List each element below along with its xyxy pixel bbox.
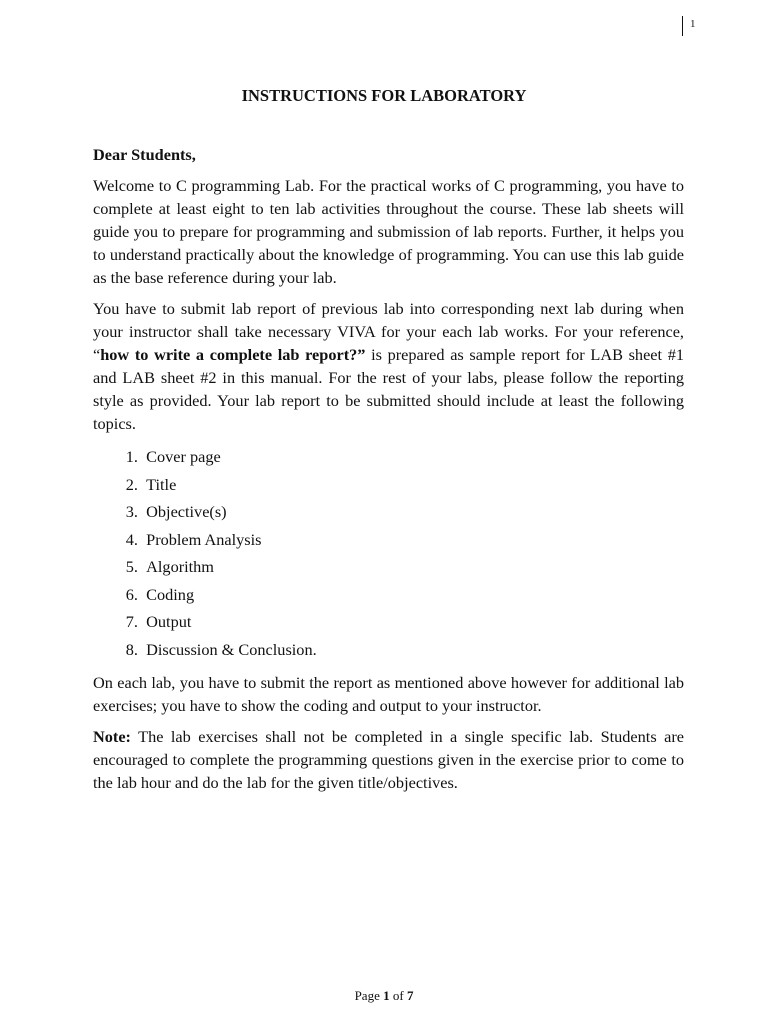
header-rule bbox=[682, 16, 683, 36]
list-item-number: 1. bbox=[125, 447, 138, 466]
page-header bbox=[682, 16, 696, 36]
list-item-number: 4. bbox=[125, 529, 138, 549]
footer-current-page: 1 bbox=[383, 988, 390, 1003]
list-item-text: Coding bbox=[146, 584, 195, 604]
submission-paragraph bbox=[93, 297, 684, 435]
list-item bbox=[93, 553, 684, 581]
footer-total-pages: 7 bbox=[406, 988, 414, 1003]
list-item-text: Objective(s) bbox=[146, 502, 227, 521]
list-item bbox=[93, 636, 684, 664]
list-item-number: 2. bbox=[125, 474, 138, 494]
exercise-paragraph: On each lab, you have to submit the report as mentioned above however for additional lab exercises; you have to show the coding and output to your instructor. bbox=[93, 673, 684, 715]
note-paragraph bbox=[93, 725, 684, 794]
page-footer bbox=[0, 988, 768, 1004]
list-item-number: 7. bbox=[125, 612, 138, 631]
document-title: INSTRUCTIONS FOR LABORATORY bbox=[241, 86, 527, 105]
list-item bbox=[93, 526, 684, 554]
note-text: The lab exercises shall not be completed in a single specific lab. Students are encouraged to complete the programming questions given in the exercise prior to come to the lab hour and do the lab for the given title/objectives. bbox=[93, 727, 684, 792]
list-item bbox=[93, 581, 684, 609]
submission-bold-phrase: how to write a complete lab report?” bbox=[100, 345, 366, 364]
list-item bbox=[93, 443, 684, 471]
submission-text-after: is prepared as sample report for LAB sheet #1 and LAB sheet #2 in this manual. For the rest of your labs, please follow the reporting style as provided. Your lab report to be submitted should include at least the following topics. bbox=[93, 345, 684, 433]
list-item-number: 8. bbox=[125, 639, 138, 659]
note-label: Note: bbox=[93, 727, 131, 746]
list-item-text: Problem Analysis bbox=[146, 529, 262, 549]
list-item-text: Output bbox=[146, 612, 192, 631]
list-item bbox=[93, 498, 684, 526]
list-item-number: 3. bbox=[125, 502, 138, 521]
list-item-text: Discussion & Conclusion. bbox=[146, 639, 317, 659]
list-item-number: 5. bbox=[125, 557, 138, 576]
list-item bbox=[93, 471, 684, 499]
greeting: Dear Students, bbox=[93, 145, 196, 164]
document-body bbox=[93, 143, 684, 802]
submission-text-before: You have to submit lab report of previous lab into corresponding next lab during when your instructor shall take necessary VIVA for your each lab works. For your reference, “ bbox=[93, 299, 684, 364]
footer-prefix: Page bbox=[354, 988, 384, 1003]
list-item bbox=[93, 608, 684, 636]
header-page-number: 1 bbox=[690, 18, 696, 30]
report-topics-list bbox=[93, 443, 684, 663]
list-item-text: Cover page bbox=[146, 447, 221, 466]
list-item-text: Title bbox=[146, 474, 177, 494]
list-item-number: 6. bbox=[125, 584, 138, 604]
list-item-text: Algorithm bbox=[146, 557, 214, 576]
intro-paragraph: Welcome to C programming Lab. For the practical works of C programming, you have to complete at least eight to ten lab activities throughout the course. These lab sheets will guide you to prepare for programming and submission of lab reports. Further, it helps you to understand practically about the knowledge of programming. You can use this lab guide as the base reference during your lab. bbox=[93, 176, 684, 287]
footer-middle: of bbox=[389, 988, 407, 1003]
